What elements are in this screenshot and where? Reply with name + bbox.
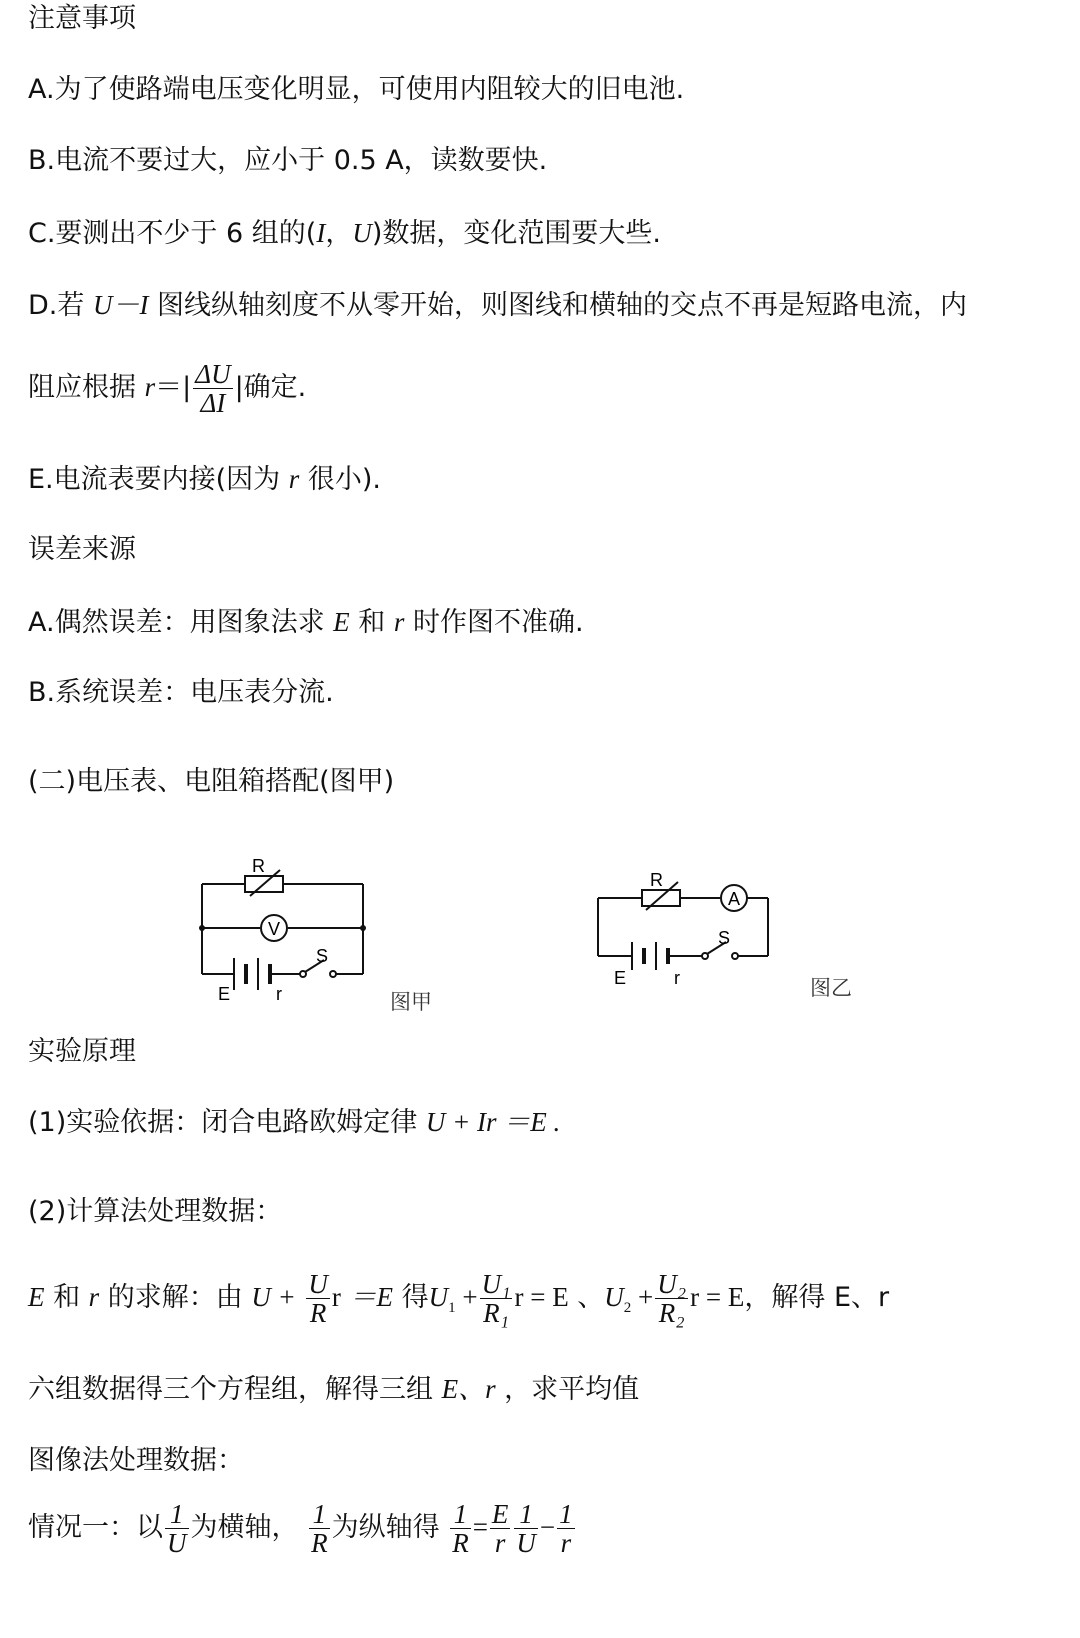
note-c-I: I xyxy=(316,218,326,248)
eq1-U: U xyxy=(428,1282,449,1312)
case1-f3 xyxy=(514,1500,538,1557)
eq1-plus: + xyxy=(455,1282,478,1312)
eq1-fraction xyxy=(480,1270,513,1327)
solve-r2: r xyxy=(331,1282,341,1312)
solve-line xyxy=(28,1270,889,1327)
circuit-figure-jia xyxy=(190,850,390,1020)
solve-pre: 的求解：由 xyxy=(99,1282,252,1313)
case1-f4-den: r xyxy=(560,1528,572,1558)
eq2-tail: r = E xyxy=(690,1282,745,1312)
case1-f1-num: 1 xyxy=(453,1499,468,1529)
note-d-continued xyxy=(28,360,306,417)
solve-eqE: ＝E xyxy=(349,1282,394,1312)
case1-mid2: 为纵轴得 xyxy=(331,1512,440,1543)
eq1-tail: r = E xyxy=(514,1282,569,1312)
jia-S-label: S xyxy=(316,946,329,966)
solve-fraction xyxy=(306,1270,330,1327)
case1-y-num: 1 xyxy=(312,1499,327,1529)
note-d xyxy=(28,288,967,323)
circuit-figure-yi xyxy=(590,868,790,998)
note-d-ui: U－I xyxy=(92,290,149,320)
eq2-plus: + xyxy=(631,1282,654,1312)
solve-fraction-den: R xyxy=(309,1298,327,1328)
eq2-fraction-num: U₂ xyxy=(657,1269,687,1299)
jia-E-label: E xyxy=(218,984,231,1004)
delta-fraction xyxy=(193,360,232,417)
note-c xyxy=(28,216,661,251)
note-e-pre: E.电流表要内接(因为 xyxy=(28,464,289,495)
solve-de: 得 xyxy=(393,1282,429,1313)
jia-R-label: R xyxy=(252,856,265,876)
principle-2: (2)计算法处理数据： xyxy=(28,1196,283,1227)
error-b: B.系统误差：电压表分流. xyxy=(28,677,334,708)
note-d2-r: r xyxy=(144,372,156,402)
solve-fraction-num: U xyxy=(308,1269,328,1299)
solve-E: E xyxy=(28,1282,45,1312)
delta-numerator: ΔU xyxy=(195,359,231,389)
solve-and: 和 xyxy=(44,1282,89,1313)
note-d2-post: |确定. xyxy=(234,372,307,403)
note-b: B.电流不要过大，应小于 0.5 A，读数要快. xyxy=(28,145,548,176)
eq2-sub: 2 xyxy=(623,1300,632,1316)
eq1-sub: 1 xyxy=(448,1300,456,1316)
error-a-post: 时作图不准确. xyxy=(404,607,584,638)
principle-1-pre: (1)实验依据：闭合电路欧姆定律 xyxy=(28,1107,426,1138)
delta-denominator: ΔI xyxy=(200,388,226,418)
note-c-U: U xyxy=(352,218,372,248)
case1-line xyxy=(28,1500,577,1557)
case1-y-den: R xyxy=(311,1528,328,1558)
eq2-fraction-den: R₂ xyxy=(658,1298,685,1328)
figure-yi-label: 图乙 xyxy=(810,976,852,1000)
note-d-post: 图线纵轴刻度不从零开始，则图线和横轴的交点不再是短路电流，内 xyxy=(148,290,968,321)
solve-end: ，解得 E、r xyxy=(744,1282,890,1313)
note-e-post: 很小). xyxy=(299,464,381,495)
errors-heading: 误差来源 xyxy=(28,534,136,565)
principle-1 xyxy=(28,1105,560,1140)
eq1-fraction-den: R₁ xyxy=(483,1298,509,1328)
error-a-E: E xyxy=(333,607,350,637)
case1-f4-num: 1 xyxy=(559,1499,573,1529)
principle-1-formula: U + Ir ＝E . xyxy=(425,1107,561,1137)
yi-E-label: E xyxy=(614,968,627,988)
error-a-mid: 和 xyxy=(349,607,394,638)
yi-S-label: S xyxy=(718,928,731,948)
case1-x-den: U xyxy=(167,1528,187,1558)
notes-heading: 注意事项 xyxy=(28,3,136,34)
eq2-fraction xyxy=(655,1270,688,1327)
solve-r: r xyxy=(88,1282,100,1312)
error-a-pre: A.偶然误差：用图象法求 xyxy=(28,607,334,638)
six-Er: E、r xyxy=(441,1374,496,1404)
solve-U: U + xyxy=(251,1282,296,1312)
note-d2-pre: 阻应根据 xyxy=(28,372,145,403)
note-d2-eq: ＝| xyxy=(155,372,192,403)
jia-r-label: r xyxy=(276,984,282,1004)
note-e xyxy=(28,462,381,497)
note-c-post: )数据，变化范围要大些. xyxy=(371,218,661,249)
case1-f2-num: E xyxy=(491,1499,509,1529)
case1-x-fraction xyxy=(165,1500,189,1557)
eq-sep: 、 xyxy=(568,1282,605,1313)
note-d-pre: D.若 xyxy=(28,290,93,321)
yi-R-label: R xyxy=(650,870,663,890)
eq1-fraction-num: U₁ xyxy=(481,1269,511,1299)
case1-f3-den: U xyxy=(516,1528,536,1558)
case1-f3-num: 1 xyxy=(519,1499,533,1529)
note-e-r: r xyxy=(288,464,300,494)
case1-f1 xyxy=(450,1500,471,1557)
case1-f1-den: R xyxy=(452,1528,469,1558)
yi-r-label: r xyxy=(674,968,680,988)
case1-eq: = xyxy=(472,1512,488,1542)
six-post: ，求平均值 xyxy=(495,1374,640,1405)
graph-heading: 图像法处理数据： xyxy=(28,1445,244,1476)
note-a: A.为了使路端电压变化明显，可使用内阻较大的旧电池. xyxy=(28,74,685,105)
case1-y-fraction xyxy=(309,1500,330,1557)
case1-x-num: 1 xyxy=(170,1499,184,1529)
case1-pre: 情况一：以 xyxy=(28,1512,163,1543)
six-groups-line xyxy=(28,1372,639,1407)
note-c-pre: C.要测出不少于 6 组的( xyxy=(28,218,317,249)
case1-f2 xyxy=(490,1500,511,1557)
yi-A-label: A xyxy=(728,889,741,909)
error-a-r: r xyxy=(393,607,405,637)
case1-f4 xyxy=(557,1500,575,1557)
figure-jia-label: 图甲 xyxy=(390,990,432,1014)
note-c-sep: ， xyxy=(325,218,353,249)
principle-heading: 实验原理 xyxy=(28,1036,136,1067)
section2-heading: (二)电压表、电阻箱搭配(图甲) xyxy=(28,766,395,797)
eq2-U: U xyxy=(604,1282,624,1312)
case1-minus: − xyxy=(539,1512,556,1542)
jia-V-label: V xyxy=(268,919,281,939)
case1-f2-den: r xyxy=(494,1528,506,1558)
six-pre: 六组数据得三个方程组，解得三组 xyxy=(28,1374,442,1405)
case1-mid1: 为横轴， xyxy=(190,1512,299,1543)
error-a xyxy=(28,605,584,640)
